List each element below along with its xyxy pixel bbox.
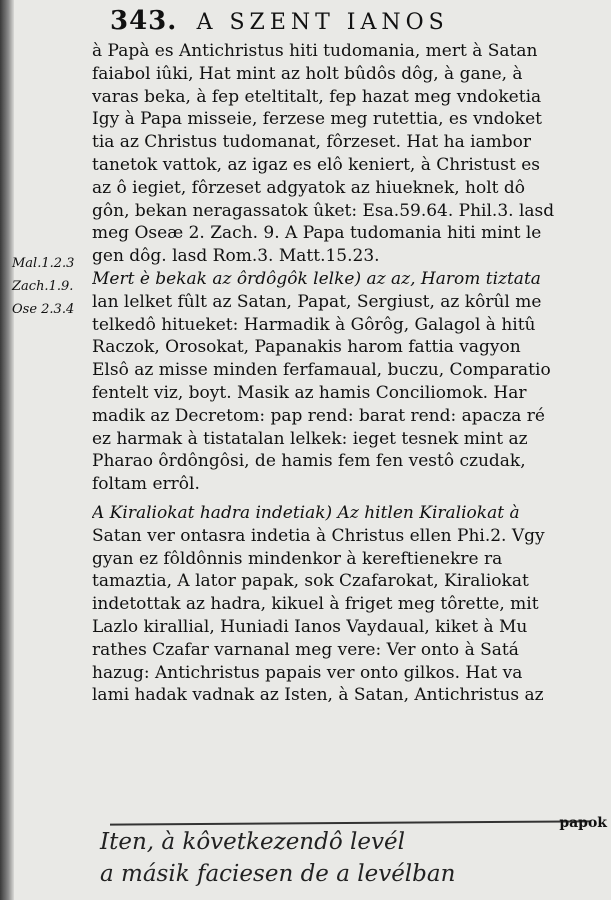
- handwritten-line: a másik faciesen de a levélban: [100, 861, 456, 887]
- text-line: faiabol iûki, Hat mint az holt bûdôs dôg, à gane, à: [92, 63, 523, 84]
- text-line: Raczok, Orosokat, Papanakis harom fattia vagyon: [92, 337, 521, 358]
- handwritten-line: Iten, à kôvetkezendô levél: [100, 829, 405, 855]
- text-line: lami hadak vadnak az Isten, à Satan, Antichristus az: [92, 685, 544, 706]
- margin-note: Ose 2.3.4: [12, 302, 75, 317]
- text-line: Elsô az misse minden ferfamaual, buczu, Comparatio: [92, 360, 551, 381]
- text-line: az ô iegiet, fôrzeset adgyatok az hiueknek, holt dô: [92, 177, 526, 198]
- text-line: indetottak az hadra, kikuel à friget meg tôrette, mit: [92, 594, 539, 615]
- text-line: Mert è bekak az ôrdôgôk lelke) az az, Harom tiztata: [92, 268, 541, 289]
- text-line: tia az Christus tudomanat, fôrzeset. Hat ha iambor: [92, 132, 532, 153]
- text-line: Satan ver ontasra indetia à Christus ellen Phi.2. Vgy: [92, 525, 545, 546]
- text-line: Igy à Papa misseie, ferzese meg rutettia, es vndoket: [92, 109, 542, 130]
- margin-note: Mal.1.2.3: [12, 256, 75, 271]
- text-line: madik az Decretom: pap rend: barat rend: apacza ré: [92, 405, 545, 426]
- text-line: gyan ez fôldônnis mindenkor à kereftienekre ra: [92, 548, 503, 569]
- text-line: fentelt viz, boyt. Masik az hamis Conciliomok. Har: [92, 382, 527, 403]
- page-number: 343.: [110, 6, 178, 36]
- text-line: tamaztia, A lator papak, sok Czafarokat, Kiraliokat: [92, 571, 529, 592]
- running-title: A SZENT IANOS: [196, 10, 449, 35]
- margin-note: Zach.1.9.: [12, 279, 74, 294]
- text-line: rathes Czafar varnanal meg vere: Ver onto à Satá: [92, 639, 519, 660]
- body-text: [92, 40, 603, 707]
- text-line: ez harmak à tistatalan lelkek: ieget tesnek mint az: [92, 428, 528, 449]
- text-line: foltam errôl.: [92, 474, 200, 495]
- text-line: A Kiraliokat hadra indetiak) Az hitlen Kiraliokat à: [92, 502, 520, 523]
- page-header: [110, 6, 530, 38]
- handwritten-annotation: [100, 826, 600, 890]
- page-gutter-shadow: [0, 0, 14, 900]
- text-line: gôn, bekan neragassatok ûket: Esa.59.64. Phil.3. lasd: [92, 200, 555, 221]
- margin-notes: [12, 252, 98, 321]
- text-line: tanetok vattok, az igaz es elô keniert, à Christust es: [92, 154, 541, 175]
- text-line: meg Oseæ 2. Zach. 9. A Papa tudomania hiti mint le: [92, 223, 542, 244]
- text-line: Lazlo kirallial, Huniadi Ianos Vaydaual, kiket à Mu: [92, 616, 528, 637]
- handwritten-underline: [110, 820, 590, 825]
- text-line: à Papà es Antichristus hiti tudomania, mert à Satan: [92, 41, 538, 61]
- text-line: hazug: Antichristus papais ver onto gilkos. Hat va: [92, 662, 523, 683]
- text-line: gen dôg. lasd Rom.3. Matt.15.23.: [92, 246, 380, 267]
- handwritten-side-note: papok: [559, 815, 607, 831]
- text-line: lan lelket fûlt az Satan, Papat, Sergiust, az kôrûl me: [92, 291, 542, 312]
- text-line: Pharao ôrdôngôsi, de hamis fem fen vestô czudak,: [92, 451, 526, 472]
- text-line: varas beka, à fep eteltitalt, fep hazat meg vndoketia: [92, 86, 542, 107]
- text-line: telkedô hitueket: Harmadik à Gôrôg, Galagol à hitû: [92, 314, 536, 335]
